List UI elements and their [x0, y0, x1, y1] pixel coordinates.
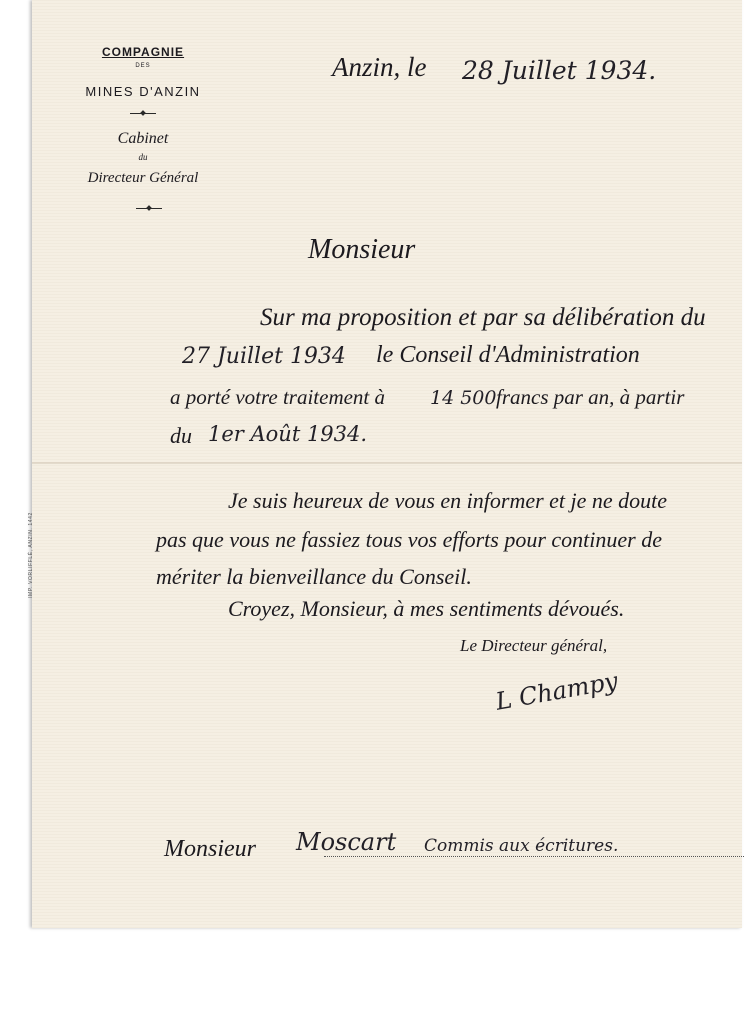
- cabinet-du: du: [138, 152, 148, 162]
- company-des: DES: [135, 63, 151, 69]
- paragraph2-line2: pas que vous ne fassiez tous vos efforts pour continuer de: [156, 527, 662, 552]
- recipient-label: Monsieur: [164, 836, 256, 862]
- date-handwritten: 28 Juillet 1934.: [462, 56, 657, 85]
- director-label: Directeur Général: [87, 170, 199, 186]
- company-mines: MINES D'ANZIN: [85, 84, 201, 99]
- paragraph2-line3: mériter la bienveillance du Conseil.: [156, 564, 472, 589]
- signature-title: Le Directeur général,: [460, 636, 608, 655]
- paper-fold: [32, 462, 742, 464]
- printer-imprint: IMP. VORLIFFLÉ, ANZIN. 1442: [27, 512, 34, 598]
- ornament-divider: [136, 208, 162, 209]
- letter-sheet: [27, 0, 742, 928]
- handwritten-signature: L Champy: [493, 666, 620, 716]
- paragraph1-line3a: a porté votre traitement à: [170, 385, 386, 409]
- paragraph1-line3b: francs par an, à partir: [496, 385, 685, 409]
- recipient-dotted-line: [324, 856, 744, 857]
- recipient-name: Moscart: [296, 828, 397, 856]
- cabinet-label: Cabinet: [117, 130, 169, 147]
- paragraph1-line2: le Conseil d'Administration: [376, 342, 640, 368]
- closing-formula: Croyez, Monsieur, à mes sentiments dévoués.: [228, 596, 625, 621]
- salutation: Monsieur: [308, 234, 416, 265]
- salary-amount: 14 500: [430, 387, 497, 409]
- paragraph1-line1: Sur ma proposition et par sa délibération du: [260, 304, 706, 331]
- place-date: Anzin, le: [332, 52, 427, 82]
- ornament-divider: [130, 113, 156, 114]
- start-date: 1er Août 1934.: [208, 422, 368, 446]
- paragraph2-line1: Je suis heureux de vous en informer et je ne doute: [228, 488, 668, 513]
- company-name: COMPAGNIE: [101, 45, 185, 59]
- paragraph1-line4a: du: [170, 423, 192, 448]
- recipient-role: Commis aux écritures.: [424, 836, 619, 856]
- paragraph1-date: 27 Juillet 1934: [182, 344, 346, 369]
